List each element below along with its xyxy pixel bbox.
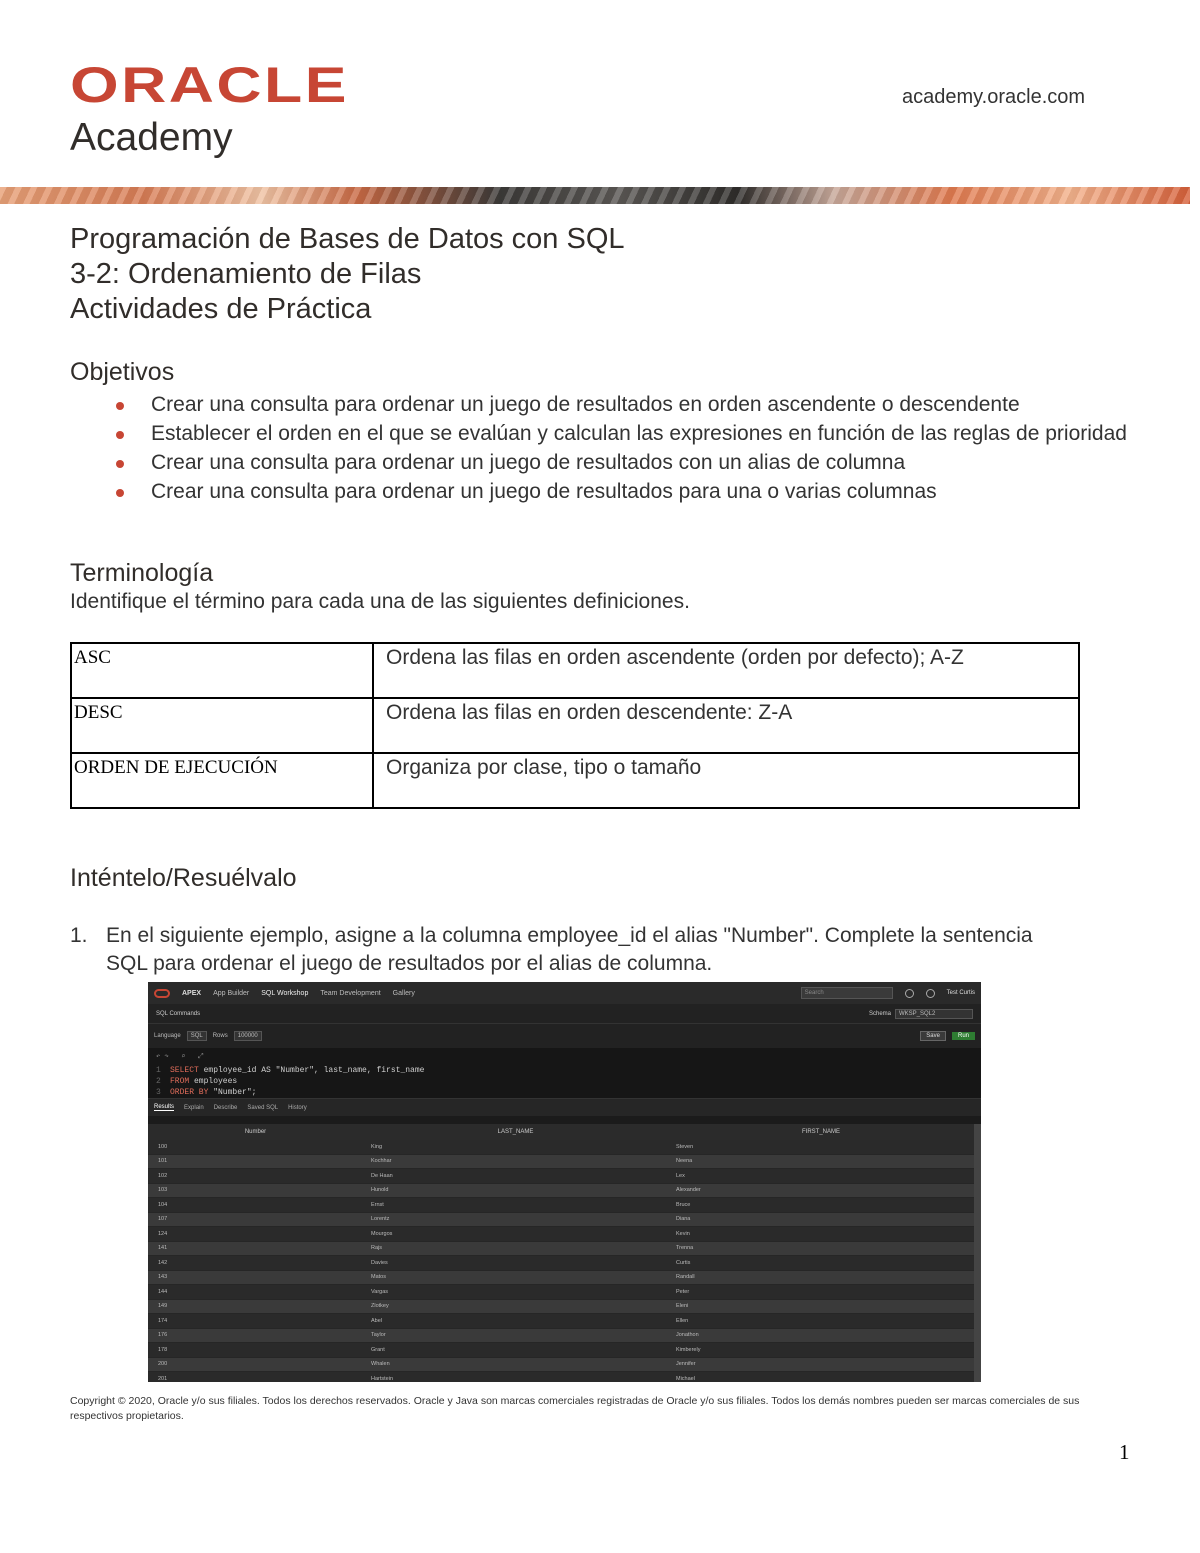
user-menu[interactable]: Test Curtis	[946, 990, 975, 996]
breadcrumb[interactable]: SQL Commands	[156, 1010, 201, 1017]
table-cell: Randall	[676, 1274, 695, 1281]
task-1	[70, 922, 1070, 978]
table-cell: 142	[158, 1259, 168, 1266]
definition-cell: Ordena las filas en orden descendente: Z-A	[373, 698, 1079, 753]
term-cell: ORDEN DE EJECUCIÓN	[71, 753, 373, 808]
table-cell: Curtis	[676, 1259, 691, 1266]
tab-history[interactable]: History	[288, 1104, 307, 1111]
code-line: 1 SELECT employee_id AS "Number", last_name, first_name	[156, 1066, 425, 1075]
table-cell: 176	[158, 1332, 168, 1339]
page-number: 1	[1119, 1440, 1130, 1464]
tab-describe[interactable]: Describe	[213, 1104, 238, 1111]
table-row	[148, 1213, 974, 1228]
decorative-banner	[0, 187, 1190, 204]
table-row	[148, 1300, 974, 1315]
table-cell: Alexander	[676, 1187, 701, 1194]
table-cell: 100	[158, 1143, 168, 1150]
try-heading: Inténtelo/Resuélvalo	[70, 864, 297, 892]
task-number: 1.	[70, 924, 88, 947]
results-tabs	[148, 1098, 981, 1116]
table-row	[148, 1329, 974, 1344]
table-cell: 107	[158, 1216, 168, 1223]
table-cell: Davies	[371, 1259, 388, 1266]
nav-item-sql-workshop[interactable]: SQL Workshop	[261, 989, 309, 997]
table-cell: 141	[158, 1245, 168, 1252]
lesson-title: 3-2: Ordenamiento de Filas	[70, 258, 422, 290]
rows-label: Rows	[212, 1033, 228, 1039]
table-cell: Jonathon	[676, 1332, 699, 1339]
bullet-icon	[116, 402, 124, 410]
apex-nav-bar	[148, 982, 981, 1004]
table-cell: Kimberely	[676, 1346, 701, 1353]
terminology-table	[70, 642, 1080, 809]
settings-icon[interactable]	[926, 989, 935, 998]
definition-cell: Ordena las filas en orden ascendente (orden por defecto); A-Z	[373, 643, 1079, 698]
table-row	[148, 1242, 974, 1257]
table-cell: Trenna	[676, 1245, 694, 1252]
oracle-ring-icon	[154, 989, 170, 998]
editor-tools: ↶ ↷ ⌕ ⤢	[156, 1053, 204, 1061]
table-cell: 200	[158, 1361, 168, 1368]
table-cell: Steven	[676, 1143, 694, 1150]
run-button[interactable]: Run	[952, 1032, 975, 1040]
table-cell: Kochhar	[371, 1158, 392, 1165]
sql-editor[interactable]	[148, 1048, 981, 1098]
objectives-list	[112, 391, 1132, 507]
apex-screenshot	[148, 982, 981, 1382]
table-row	[71, 643, 1079, 698]
tab-results[interactable]: Results	[154, 1104, 175, 1110]
site-url: academy.oracle.com	[902, 86, 1086, 108]
bullet-icon	[116, 460, 124, 468]
list-item: Establecer el orden en el que se evalúan y calculan las expresiones en función de las reglas de prioridad	[112, 420, 1132, 448]
table-cell: Abel	[371, 1317, 383, 1324]
language-label: Language	[154, 1033, 181, 1039]
language-select[interactable]: SQL	[187, 1031, 207, 1041]
column-header: LAST_NAME	[497, 1129, 534, 1135]
grid-header	[148, 1124, 974, 1140]
logo-academy-word: Academy	[70, 116, 233, 159]
table-cell: Zlotkey	[371, 1303, 389, 1310]
table-row	[148, 1227, 974, 1242]
table-cell: Jennifer	[676, 1361, 696, 1368]
schema-label: Schema	[868, 1010, 891, 1017]
results-grid	[148, 1124, 974, 1382]
table-row	[71, 753, 1079, 808]
terminology-intro: Identifique el término para cada una de las siguientes definiciones.	[70, 590, 690, 613]
task-text: En el siguiente ejemplo, asigne a la columna employee_id el alias "Number". Complete la sentencia SQL para ordenar el juego de resultados por el alias de columna.	[106, 924, 1033, 975]
rows-select[interactable]: 100000	[234, 1031, 262, 1041]
schema-selector	[869, 1009, 973, 1019]
table-cell: 101	[158, 1158, 168, 1165]
table-row	[148, 1271, 974, 1286]
table-cell: De Haan	[371, 1172, 393, 1179]
copyright-notice: Copyright © 2020, Oracle y/o sus filiales. Todos los derechos reservados. Oracle y Java son marcas comerciales registradas de Oracle y/o sus filiales. Todos los demás nombres pueden ser marcas comerciales de sus respectivos propietarios.	[70, 1395, 1080, 1422]
term-cell: DESC	[71, 698, 373, 753]
list-item: Crear una consulta para ordenar un juego de resultados con un alias de columna	[112, 449, 1132, 477]
table-cell: Neena	[676, 1158, 693, 1165]
table-cell: Matos	[371, 1274, 386, 1281]
table-cell: King	[371, 1143, 383, 1150]
table-row	[148, 1155, 974, 1170]
table-cell: 124	[158, 1230, 168, 1237]
table-cell: Lorentz	[371, 1216, 390, 1223]
list-item: Crear una consulta para ordenar un juego de resultados en orden ascendente o descendente	[112, 391, 1132, 419]
table-row	[148, 1343, 974, 1358]
tab-explain[interactable]: Explain	[184, 1104, 204, 1111]
title-block	[70, 222, 625, 327]
code-line: 2 FROM employees	[156, 1077, 238, 1086]
column-header: Number	[244, 1129, 267, 1135]
table-cell: Whalen	[371, 1361, 390, 1368]
table-cell: 144	[158, 1288, 168, 1295]
table-cell: 149	[158, 1303, 168, 1310]
terminology-heading: Terminología	[70, 559, 214, 587]
nav-item-app-builder[interactable]: App Builder	[213, 989, 250, 997]
bullet-icon	[116, 489, 124, 497]
table-cell: Lex	[676, 1172, 685, 1179]
table-cell: Ernst	[371, 1201, 384, 1208]
course-title: Programación de Bases de Datos con SQL	[70, 223, 625, 255]
table-row	[148, 1285, 974, 1300]
table-cell: 143	[158, 1274, 168, 1281]
table-cell: Bruce	[676, 1201, 691, 1208]
oracle-academy-logo	[70, 57, 349, 160]
table-cell: Eleni	[676, 1303, 689, 1310]
column-header: FIRST_NAME	[801, 1129, 840, 1135]
list-item: Crear una consulta para ordenar un juego de resultados para una o varias columnas	[112, 478, 1132, 506]
table-cell: 174	[158, 1317, 168, 1324]
table-row	[148, 1314, 974, 1329]
table-cell: Ellen	[676, 1317, 689, 1324]
table-row	[148, 1169, 974, 1184]
activity-title: Actividades de Práctica	[70, 293, 372, 325]
table-cell: Kevin	[676, 1230, 690, 1237]
table-cell: Mourgos	[371, 1230, 393, 1237]
search-input[interactable]: Search	[801, 987, 893, 999]
table-cell: Michael	[676, 1375, 695, 1382]
table-cell: Grant	[371, 1346, 385, 1353]
sql-toolbar	[148, 1024, 981, 1048]
bullet-icon	[116, 431, 124, 439]
scrollbar[interactable]	[974, 1124, 981, 1382]
table-row	[148, 1372, 974, 1382]
table-row	[71, 698, 1079, 753]
table-cell: Diana	[676, 1216, 691, 1223]
table-cell: Peter	[676, 1288, 690, 1295]
table-cell: Hunold	[371, 1187, 389, 1194]
table-row	[148, 1140, 974, 1155]
table-cell: 102	[158, 1172, 168, 1179]
apex-brand: APEX	[182, 989, 202, 997]
nav-item-gallery[interactable]: Gallery	[392, 989, 415, 997]
save-button[interactable]: Save	[920, 1031, 946, 1041]
logo-oracle-word: ORACLE	[70, 57, 349, 113]
table-row	[148, 1256, 974, 1271]
schema-select[interactable]: WKSP_SQL2	[895, 1009, 973, 1019]
tab-saved-sql[interactable]: Saved SQL	[247, 1104, 279, 1111]
grid-rows	[148, 1140, 974, 1382]
table-row	[148, 1358, 974, 1373]
table-row	[148, 1184, 974, 1199]
objectives-heading: Objetivos	[70, 358, 175, 386]
help-icon[interactable]	[905, 989, 914, 998]
table-cell: 104	[158, 1201, 168, 1208]
breadcrumb-bar	[148, 1004, 981, 1024]
table-cell: 103	[158, 1187, 168, 1194]
code-line: 3 ORDER BY "Number";	[156, 1088, 257, 1097]
table-cell: Hartstein	[371, 1375, 394, 1382]
table-cell: Vargas	[371, 1288, 389, 1295]
table-cell: 201	[158, 1375, 168, 1382]
table-cell: 178	[158, 1346, 168, 1353]
definition-cell: Organiza por clase, tipo o tamaño	[373, 753, 1079, 808]
table-cell: Rajs	[371, 1245, 383, 1252]
nav-item-team-development[interactable]: Team Development	[320, 989, 381, 997]
term-cell: ASC	[71, 643, 373, 698]
table-row	[148, 1198, 974, 1213]
table-cell: Taylor	[371, 1332, 386, 1339]
